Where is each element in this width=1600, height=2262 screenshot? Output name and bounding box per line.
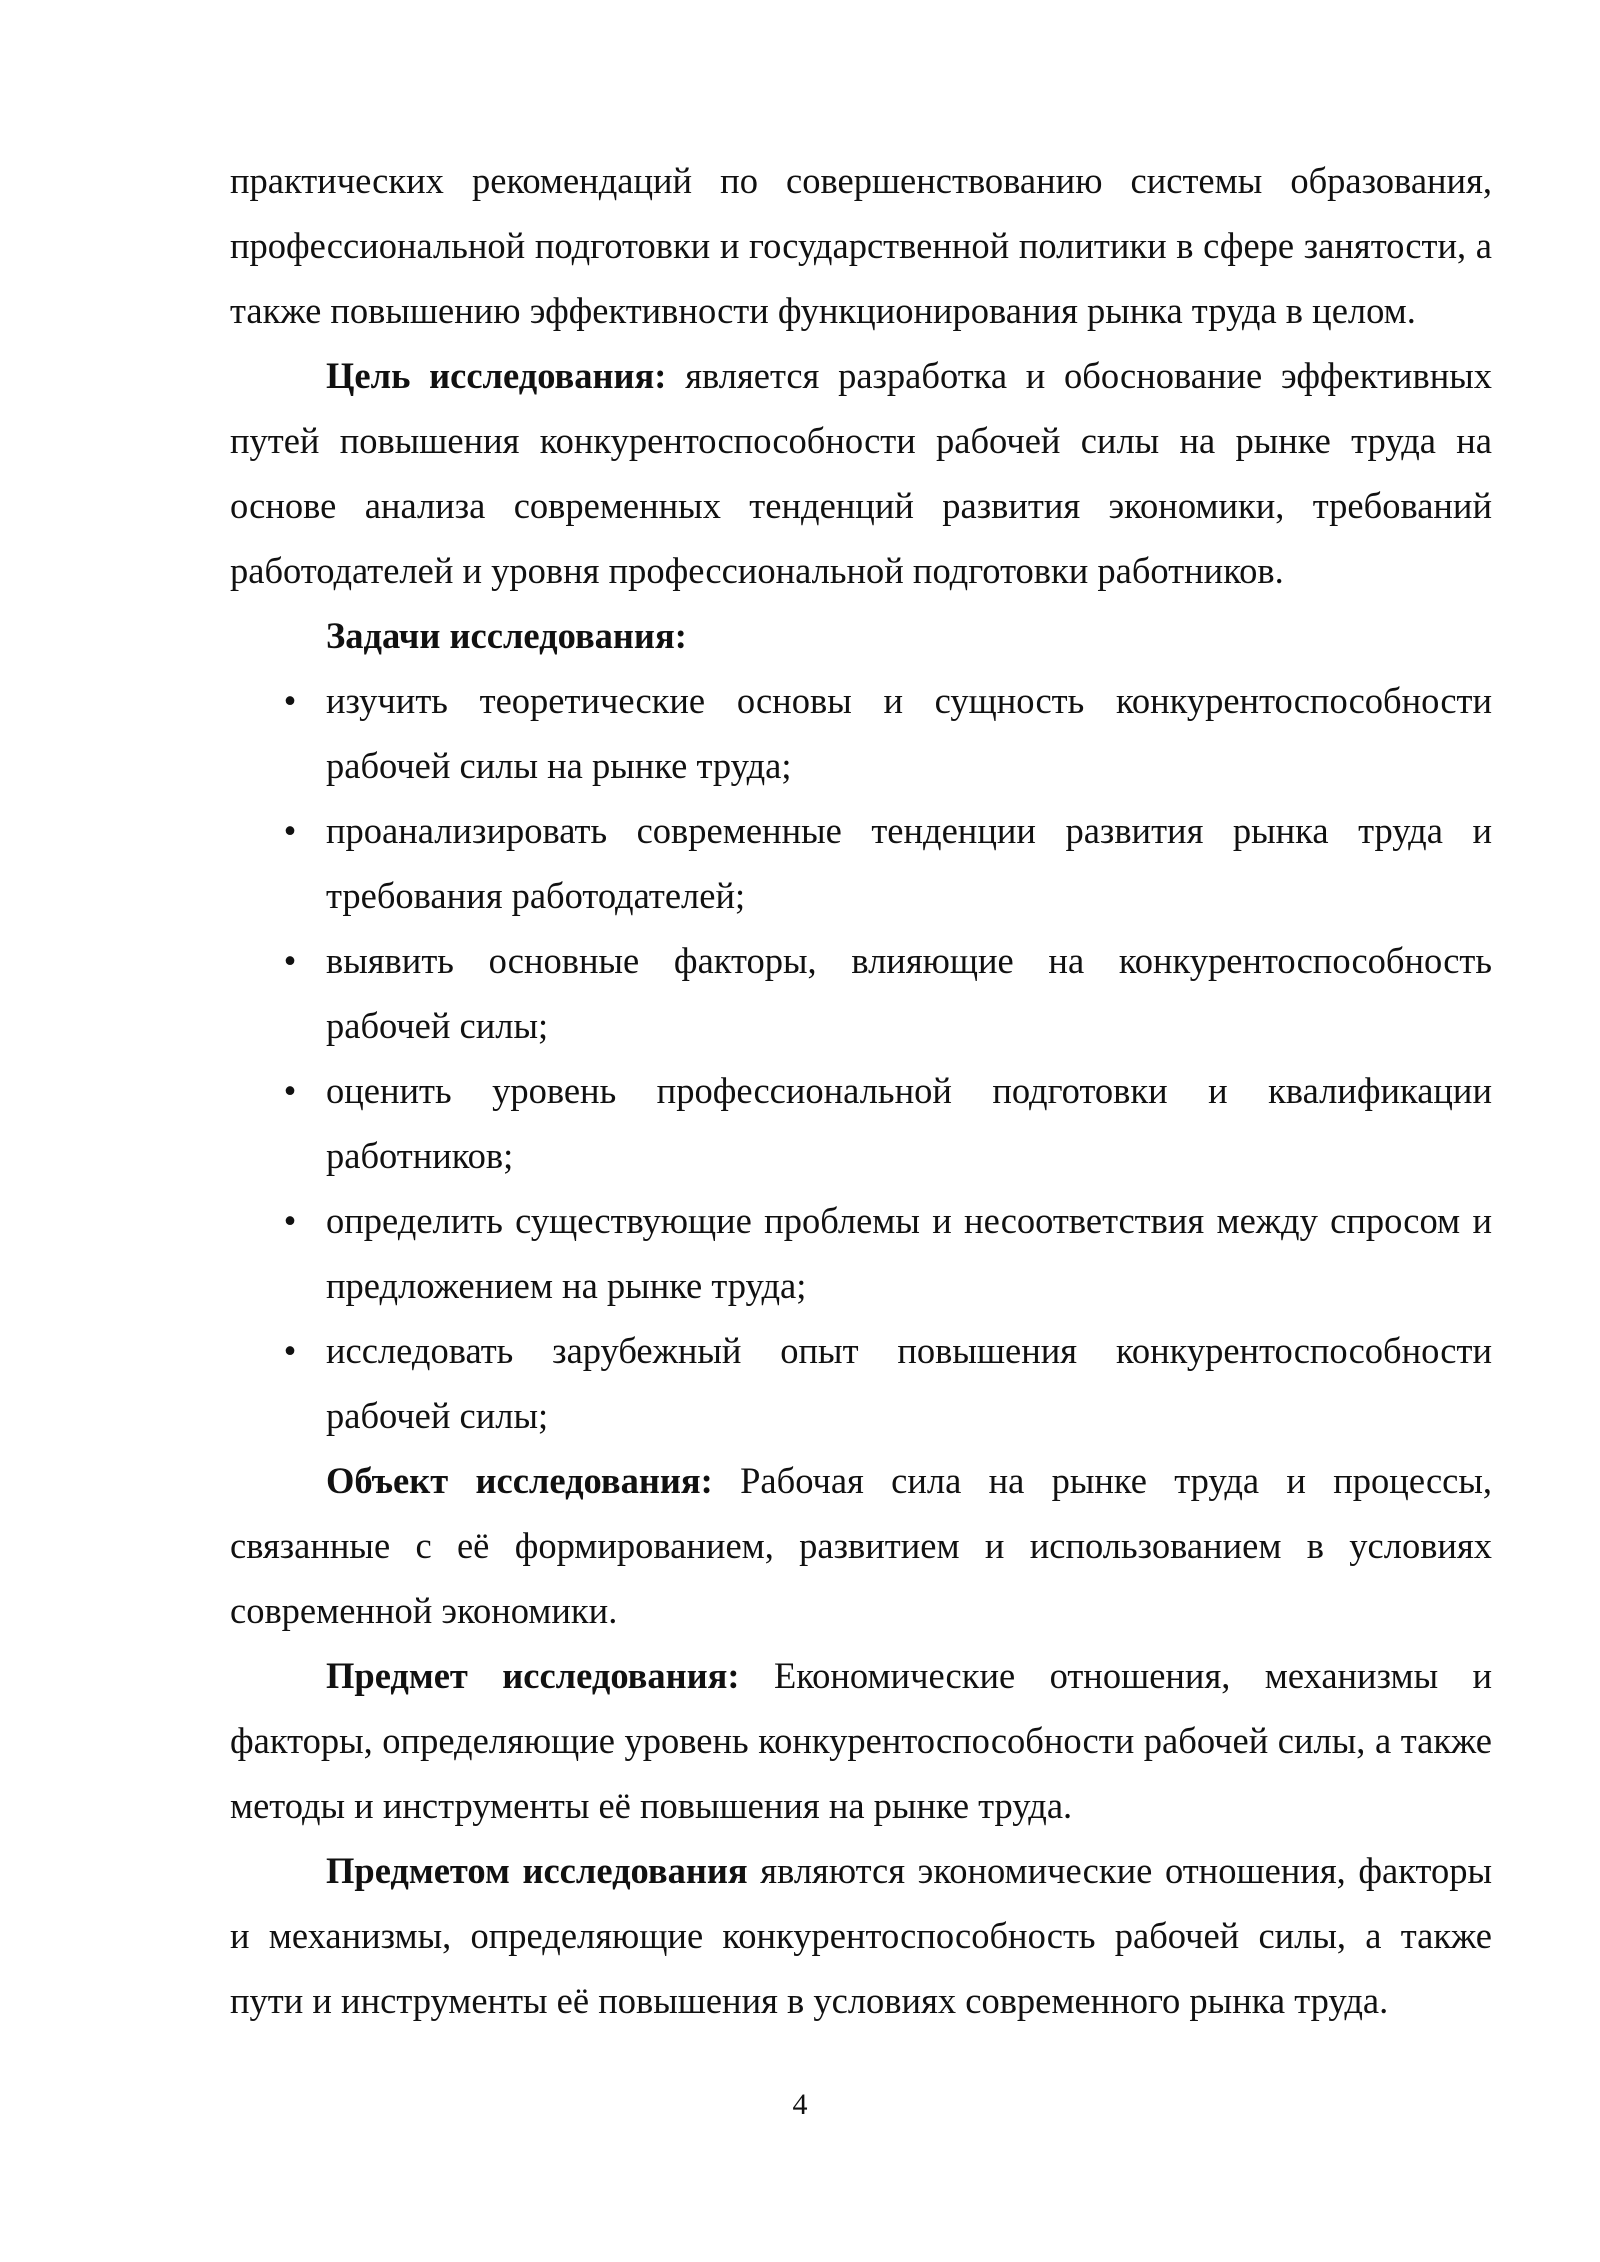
- subject2-text: являются экономические отношения, факторы и механизмы, определяющие конкурентоспособность рабочей силы, а также пути и инструменты её повышения в условиях современного рынка труда.: [230, 1850, 1492, 2021]
- bullet-icon: •: [283, 1200, 297, 1241]
- goal-text: является разработка и обоснование эффективных путей повышения конкурентоспособности рабочей силы на рынке труда на основе анализа современных тенденций развития экономики, требований работодателей и уровня профессиональной подготовки работников.: [230, 355, 1492, 591]
- object-label: Объект исследования:: [326, 1460, 713, 1501]
- tasks-label: Задачи исследования:: [326, 615, 687, 656]
- subject2-paragraph: [230, 1838, 1492, 2033]
- list-item-text: оценить уровень профессиональной подготовки и квалификации работников;: [326, 1070, 1492, 1176]
- list-item-text: исследовать зарубежный опыт повышения конкурентоспособности рабочей силы;: [326, 1330, 1492, 1436]
- list-item: [230, 1188, 1492, 1318]
- page-number: 4: [792, 2088, 808, 2121]
- object-paragraph: [230, 1448, 1492, 1643]
- list-item-text: изучить теоретические основы и сущность конкурентоспособности рабочей силы на рынке труда;: [326, 680, 1492, 786]
- tasks-list: [230, 668, 1492, 1448]
- bullet-icon: •: [283, 680, 297, 721]
- subject2-label: Предметом исследования: [326, 1850, 748, 1891]
- subject-paragraph: [230, 1643, 1492, 1838]
- list-item: [230, 668, 1492, 798]
- list-item: [230, 928, 1492, 1058]
- list-item: [230, 798, 1492, 928]
- page-body: [230, 148, 1492, 2033]
- subject-label: Предмет исследования:: [326, 1655, 740, 1696]
- list-item-text: проанализировать современные тенденции развития рынка труда и требования работодателей;: [326, 810, 1492, 916]
- goal-paragraph: [230, 343, 1492, 603]
- bullet-icon: •: [283, 1070, 297, 1111]
- goal-label: Цель исследования:: [326, 355, 667, 396]
- list-item-text: определить существующие проблемы и несоответствия между спросом и предложением на рынке труда;: [326, 1200, 1492, 1306]
- bullet-icon: •: [283, 1330, 297, 1371]
- bullet-icon: •: [283, 810, 297, 851]
- bullet-icon: •: [283, 940, 297, 981]
- list-item: [230, 1058, 1492, 1188]
- intro-paragraph: практических рекомендаций по совершенствованию системы образования, профессиональной подготовки и государственной политики в сфере занятости, а также повышению эффективности функционирования рынка труда в целом.: [230, 160, 1492, 331]
- list-item-text: выявить основные факторы, влияющие на конкурентоспособность рабочей силы;: [326, 940, 1492, 1046]
- object-text: Рабочая сила на рынке труда и процессы, связанные с её формированием, развитием и использованием в условиях современной экономики.: [230, 1460, 1492, 1631]
- subject-text: Економические отношения, механизмы и факторы, определяющие уровень конкурентоспособности рабочей силы, а также методы и инструменты её повышения на рынке труда.: [230, 1655, 1492, 1826]
- tasks-heading: [230, 603, 1492, 668]
- list-item: [230, 1318, 1492, 1448]
